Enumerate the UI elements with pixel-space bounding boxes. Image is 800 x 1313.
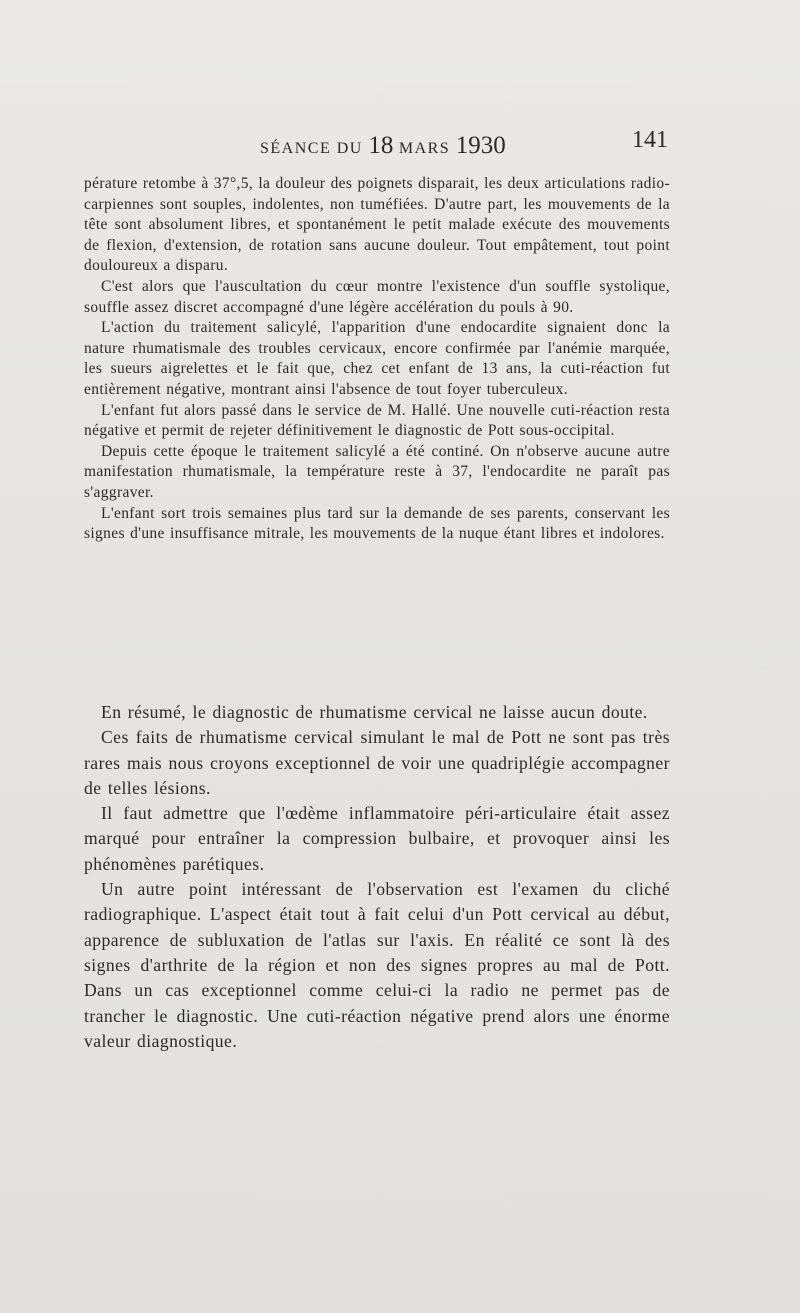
paragraph: L'enfant sort trois semaines plus tard sur la demande de ses parents, conservant les signes d'une insuffisance mitrale, les mouvements de la nuque étant libres et indolores. xyxy=(84,504,670,543)
paragraph: L'action du traitement salicylé, l'apparition d'une endocardite signaient donc la nature rhumatismale des troubles cervicaux, encore confirmée par l'anémie marquée, les sueurs aigrelettes et le fait que, chez cet enfant de 13 ans, la cuti-réaction fut entièrement négative, montrant ainsi l'absence de tout foyer tuberculeux. xyxy=(84,319,670,398)
running-title xyxy=(260,132,506,160)
paragraph: Ces faits de rhumatisme cervical simulant le mal de Pott ne sont pas très rares mais nous croyons exceptionnel de voir une quadriplégie accompagner de telles lésions. xyxy=(84,727,670,798)
paragraph: C'est alors que l'auscultation du cœur montre l'existence d'un souffle systolique, souffle assez discret accompagné d'une légère accélération du pouls à 90. xyxy=(84,277,670,316)
title-month: MARS xyxy=(393,140,456,157)
page-number: 141 xyxy=(632,127,668,153)
title-day: 18 xyxy=(368,132,394,159)
page-header xyxy=(84,126,670,160)
observation-text xyxy=(84,174,670,545)
paragraph: Un autre point intéressant de l'observation est l'examen du cliché radiographique. L'aspect était tout à fait celui d'un Pott cervical au début, apparence de subluxation de l'atlas sur l'axis. En réalité ce sont là des signes d'arthrite de la région et non des signes propres au mal de Pott. Dans un cas exceptionnel comme celui-ci la radio ne permet pas de trancher le diagnostic. Une cuti-réaction négative prend alors une énorme valeur diagnostique. xyxy=(84,879,670,1051)
paragraph: Il faut admettre que l'œdème inflammatoire péri-articulaire était assez marqué pour entraîner la compression bulbaire, et provoquer ainsi les phénomènes parétiques. xyxy=(84,803,670,874)
paragraph: Depuis cette époque le traitement salicylé a été continé. On n'observe aucune autre manifestation rhumatismale, la température reste à 37, l'endocardite ne paraît pas s'aggraver. xyxy=(84,442,670,501)
paragraph: L'enfant fut alors passé dans le service de M. Hallé. Une nouvelle cuti-réaction resta négative et permit de rejeter définitivement le diagnostic de Pott sous-occipital. xyxy=(84,401,670,440)
title-year: 1930 xyxy=(455,132,506,159)
title-prefix: SÉANCE DU xyxy=(260,140,369,157)
conclusion-text xyxy=(84,700,670,1054)
paragraph: pérature retombe à 37°,5, la douleur des poignets disparait, les deux articulations radio-carpiennes sont souples, indolentes, non tuméfiées. D'autre part, les mouvements de la tête sont absolument libres, et spontanément le petit malade exécute des mouvements de flexion, d'extension, de rotation sans aucune douleur. Tout empâtement, tout point douloureux a disparu. xyxy=(84,175,670,275)
paragraph: En résumé, le diagnostic de rhumatisme cervical ne laisse aucun doute. xyxy=(101,702,648,722)
